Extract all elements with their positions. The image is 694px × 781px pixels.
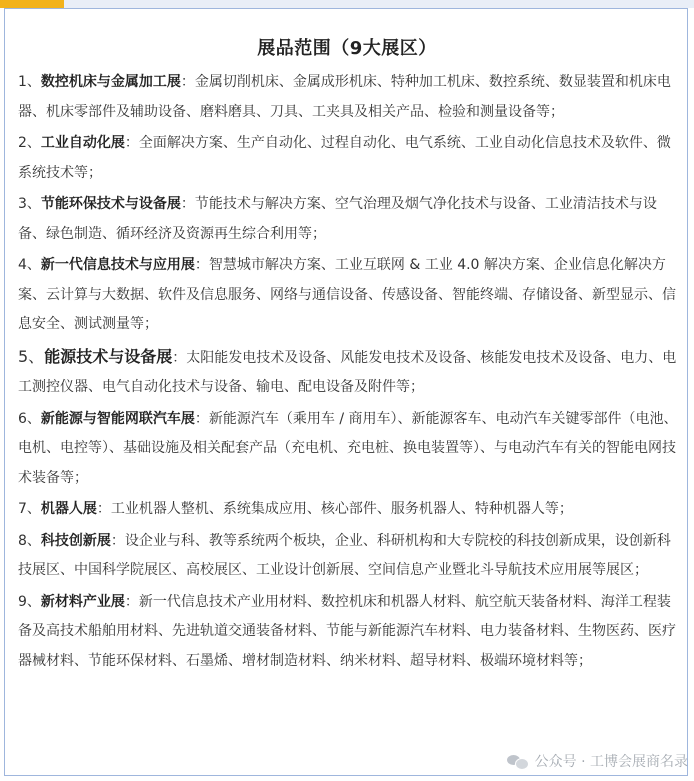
item-number: 4、: [18, 257, 41, 273]
item-name: 数控机床与金属加工展: [40, 74, 181, 90]
item-name: 节能环保技术与设备展: [40, 196, 181, 212]
item-description: ：全面解决方案、生产自动化、过程自动化、电气系统、工业自动化信息技术及软件、微系统技术等；: [18, 135, 671, 181]
item-number: 9、: [18, 593, 41, 610]
item-number: 6、: [18, 410, 41, 427]
item-description: ：金属切削机床、金属成形机床、特种加工机床、数控系统、数显装置和机床电器、机床零部件及辅助设备、磨料磨具、刀具、工夹具及相关产品、检验和测量设备等；: [18, 74, 671, 120]
exhibit-item: [18, 495, 678, 525]
item-name: 工业自动化展: [40, 135, 125, 151]
item-description: ：工业机器人整机、系统集成应用、核心部件、服务机器人、特种机器人等；: [96, 501, 573, 517]
item-number: 8、: [18, 532, 41, 549]
exhibit-item: [18, 68, 678, 127]
wechat-icon: [507, 753, 529, 769]
top-bar: [0, 0, 694, 8]
watermark: [507, 751, 688, 771]
item-description: ：新能源汽车（乘用车 / 商用车）、新能源客车、电动汽车关键零部件（电池、电机、电控等）、基础设施及相关配套产品（充电机、充电桩、换电装置等）、与电动汽车有关的智能电网技术装备等；: [18, 410, 678, 486]
item-name: 科技创新展: [40, 532, 111, 549]
exhibit-item: [18, 527, 678, 586]
item-number: 5、: [18, 346, 45, 366]
watermark-text: 公众号 · 工博会展商名录: [534, 754, 688, 770]
exhibit-item: [18, 588, 678, 677]
page-title: 展品范围（9大展区）: [257, 38, 437, 59]
item-number: 7、: [18, 501, 41, 517]
item-number: 3、: [18, 196, 41, 212]
top-bar-accent: [0, 0, 64, 8]
exhibit-item: [18, 251, 678, 340]
exhibit-item: [18, 190, 678, 249]
item-description: ：设企业与科、教等系统两个板块，企业、科研机构和大专院校的科技创新成果，设创新科技展区、中国科学院展区、高校展区、工业设计创新展、空间信息产业暨北斗导航技术应用展等展区；: [18, 532, 671, 578]
exhibit-item: [18, 129, 678, 188]
item-name: 机器人展: [40, 501, 97, 517]
item-description: ：节能技术与解决方案、空气治理及烟气净化技术与设备、工业清洁技术与设备、绿色制造、循环经济及资源再生综合利用等；: [18, 196, 657, 242]
exhibit-list: [18, 68, 678, 678]
exhibit-item: [18, 405, 678, 494]
item-number: 1、: [18, 74, 41, 90]
item-name: 新一代信息技术与应用展: [40, 257, 195, 273]
item-name: 能源技术与设备展: [44, 346, 173, 366]
item-description: ：智慧城市解决方案、工业互联网 & 工业 4.0 解决方案、企业信息化解决方案、云计算与大数据、软件及信息服务、网络与通信设备、传感设备、智能终端、存储设备、新型显示、信息安全、测试测量等；: [18, 257, 676, 332]
item-name: 新材料产业展: [40, 593, 125, 610]
item-description: ：太阳能发电技术及设备、风能发电技术及设备、核能发电技术及设备、电力、电工测控仪器、电气自动化技术与设备、输电、配电设备及附件等；: [18, 349, 677, 395]
item-description: ：新一代信息技术产业用材料、数控机床和机器人材料、航空航天装备材料、海洋工程装备及高技术船舶用材料、先进轨道交通装备材料、节能与新能源汽车材料、电力装备材料、生物医药、医疗器械材料、节能环保材料、石墨烯、增材制造材料、纳米材料、超导材料、极端环境材料等；: [18, 593, 676, 669]
exhibit-item: [18, 342, 678, 403]
item-name: 新能源与智能网联汽车展: [40, 410, 195, 427]
item-number: 2、: [18, 135, 41, 151]
